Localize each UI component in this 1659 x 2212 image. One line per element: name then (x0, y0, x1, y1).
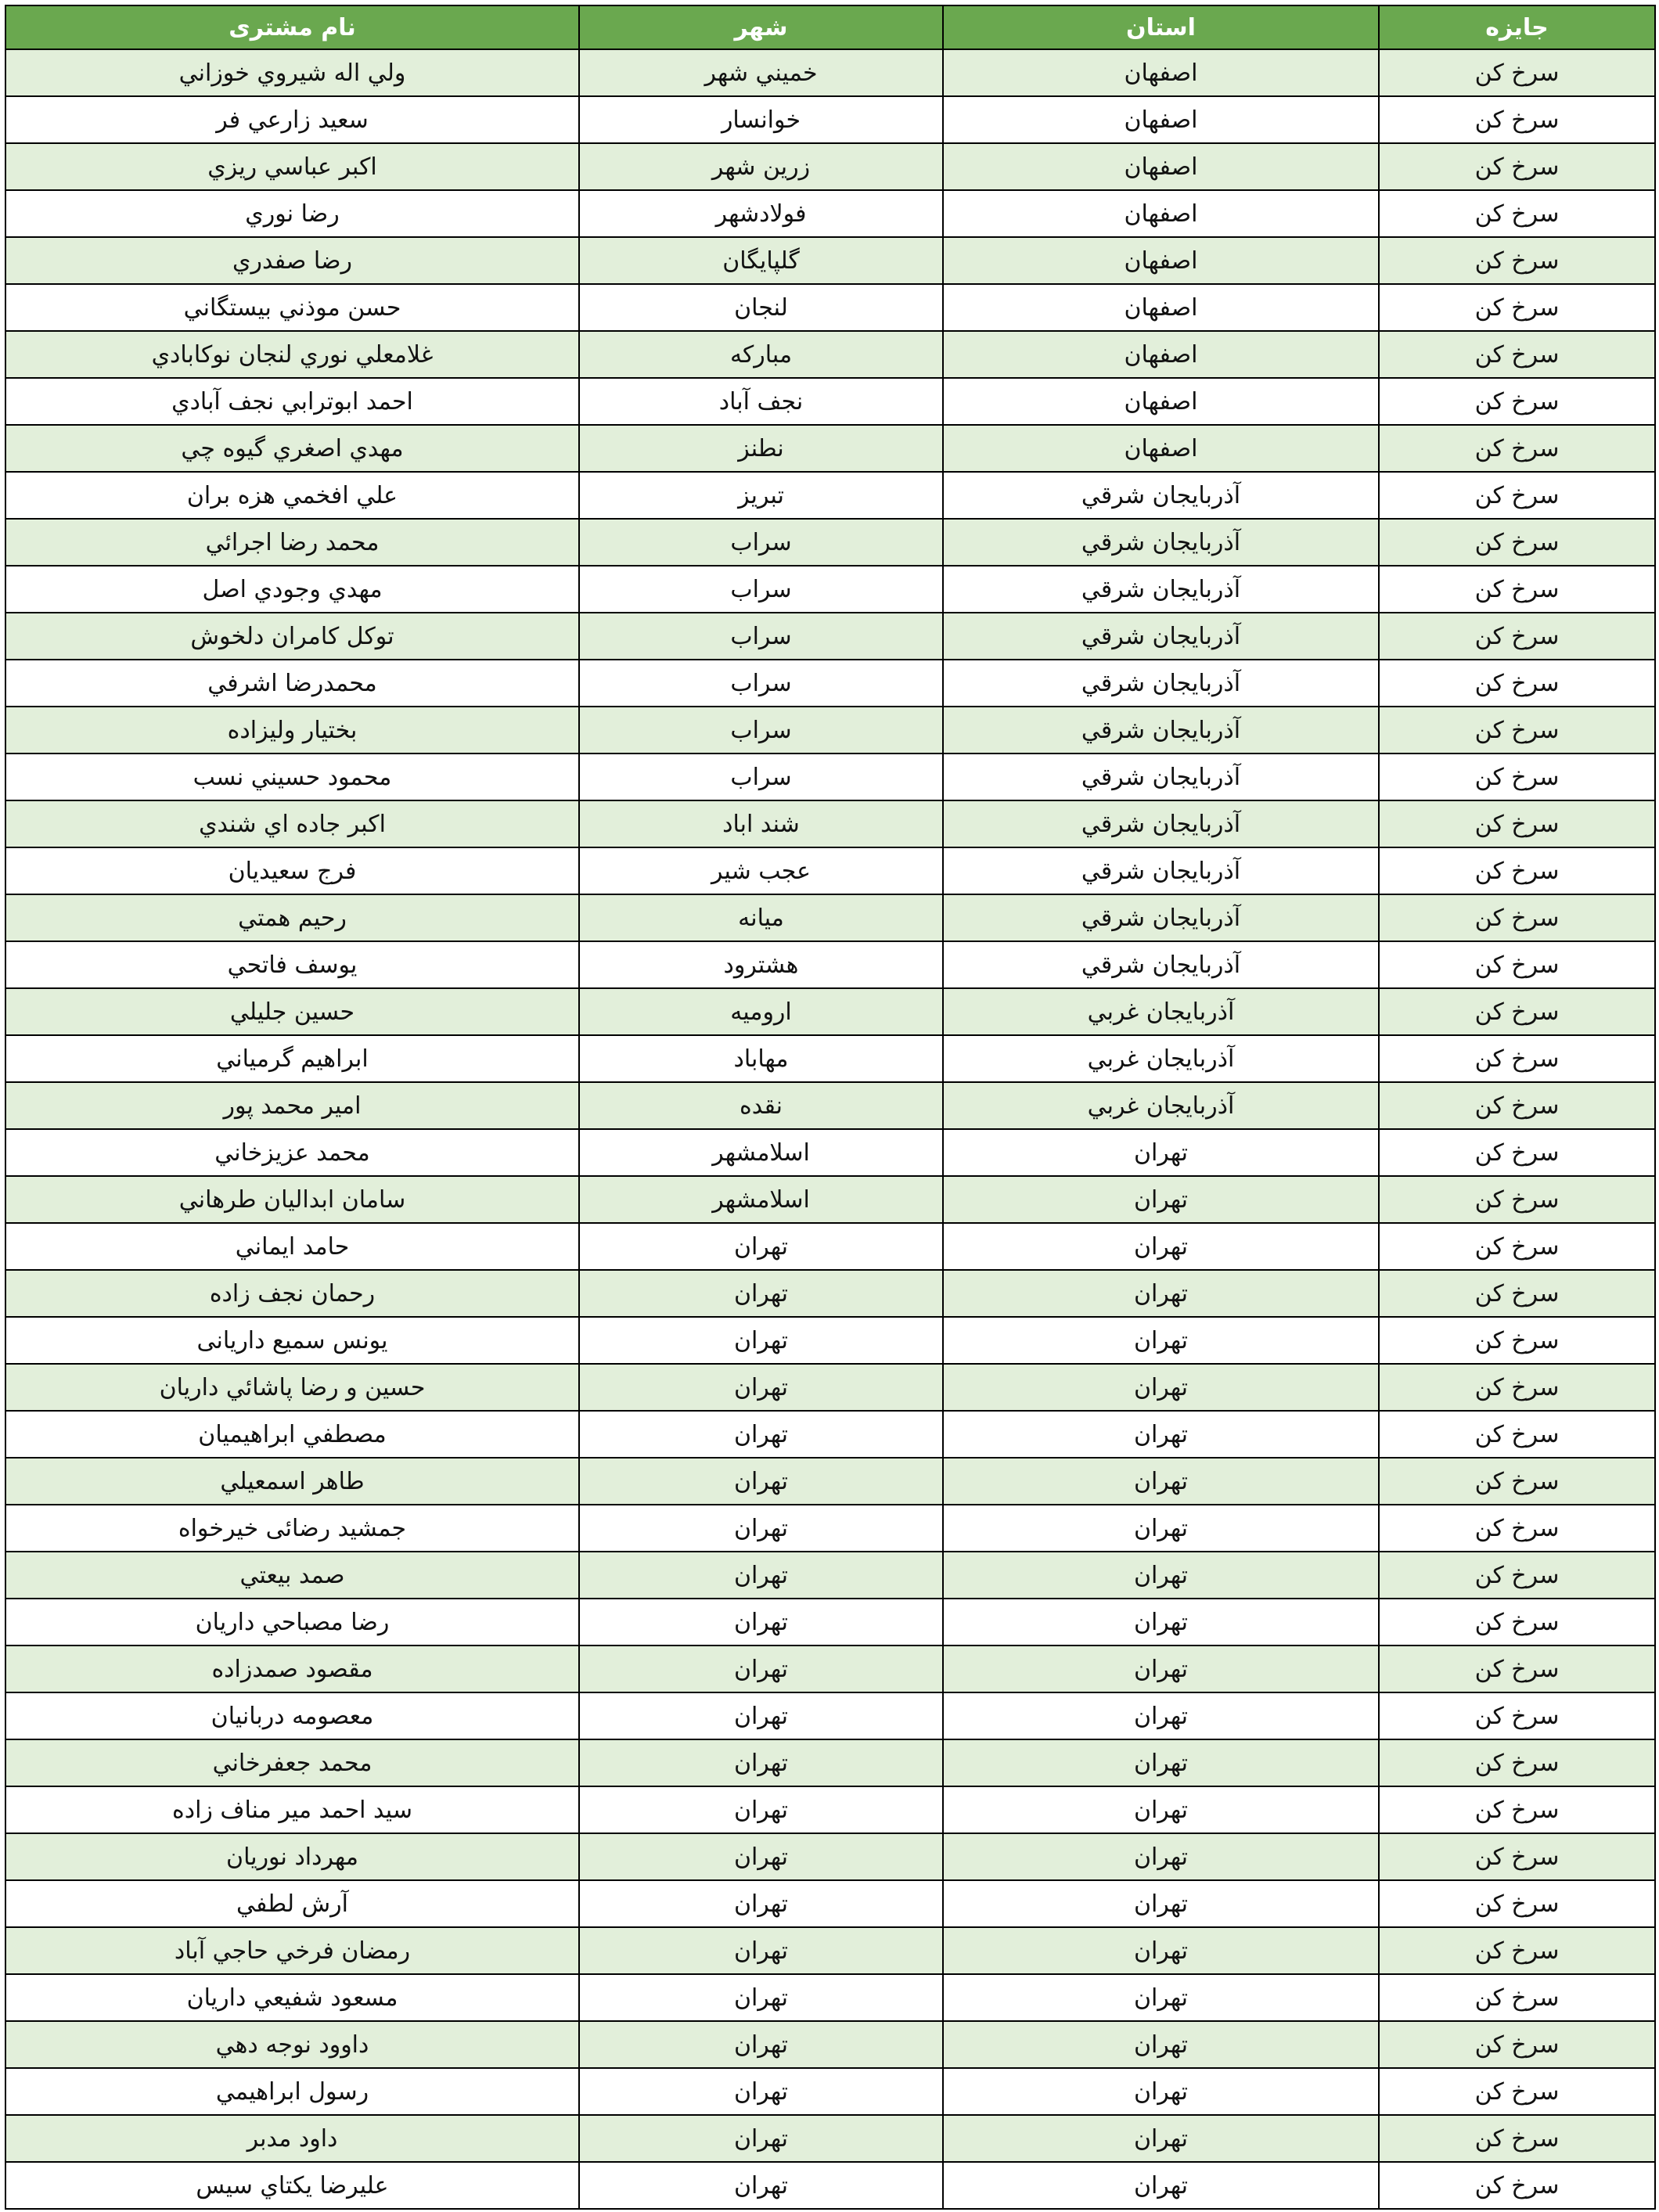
province-cell[interactable]: اصفهان (943, 331, 1379, 378)
table-row (5, 1223, 1655, 1270)
prize-cell[interactable]: سرخ کن (1379, 190, 1655, 237)
customer-name-cell[interactable]: معصومه دربانيان (5, 1692, 579, 1739)
province-cell[interactable]: تهران (943, 1974, 1379, 2021)
city-cell[interactable]: تهران (579, 1927, 943, 1974)
province-cell[interactable]: تهران (943, 2162, 1379, 2209)
province-cell[interactable]: آذربايجان شرقي (943, 941, 1379, 988)
province-cell[interactable]: تهران (943, 1411, 1379, 1458)
province-cell[interactable]: اصفهان (943, 143, 1379, 190)
prize-cell[interactable]: سرخ کن (1379, 1833, 1655, 1880)
prize-cell[interactable]: سرخ کن (1379, 1129, 1655, 1176)
table-row (5, 378, 1655, 425)
customer-name-cell[interactable]: سامان ابداليان طرهاني (5, 1176, 579, 1223)
prize-cell[interactable]: سرخ کن (1379, 49, 1655, 96)
city-cell[interactable]: تهران (579, 1739, 943, 1786)
city-cell[interactable]: عجب شير (579, 847, 943, 894)
city-cell[interactable]: تهران (579, 1833, 943, 1880)
customer-name-cell[interactable]: رضا صفدري (5, 237, 579, 284)
table-row (5, 1927, 1655, 1974)
customer-name-cell[interactable]: غلامعلي نوري لنجان نوكابادي (5, 331, 579, 378)
province-cell[interactable]: اصفهان (943, 49, 1379, 96)
city-cell[interactable]: تهران (579, 2115, 943, 2162)
province-cell[interactable]: تهران (943, 1223, 1379, 1270)
header-city[interactable]: شهر (579, 5, 943, 49)
prize-cell[interactable]: سرخ کن (1379, 2162, 1655, 2209)
table-row (5, 1880, 1655, 1927)
city-cell[interactable]: تهران (579, 1880, 943, 1927)
province-cell[interactable]: تهران (943, 1129, 1379, 1176)
prize-cell[interactable]: سرخ کن (1379, 2068, 1655, 2115)
province-cell[interactable]: آذربايجان شرقي (943, 754, 1379, 800)
table-row (5, 1035, 1655, 1082)
table-row (5, 2115, 1655, 2162)
prize-cell[interactable]: سرخ کن (1379, 1270, 1655, 1317)
prize-cell[interactable]: سرخ کن (1379, 660, 1655, 707)
table-row (5, 96, 1655, 143)
table-row (5, 1552, 1655, 1599)
customer-name-cell[interactable]: ابراهيم گرمياني (5, 1035, 579, 1082)
province-cell[interactable]: تهران (943, 1458, 1379, 1505)
city-cell[interactable]: تهران (579, 1599, 943, 1646)
province-cell[interactable]: آذربايجان شرقي (943, 800, 1379, 847)
customer-name-cell[interactable]: حسين جليلي (5, 988, 579, 1035)
table-row (5, 284, 1655, 331)
table-row (5, 1505, 1655, 1552)
prize-cell[interactable]: سرخ کن (1379, 1552, 1655, 1599)
customer-name-cell[interactable]: رحمان نجف زاده (5, 1270, 579, 1317)
table-row (5, 425, 1655, 472)
prize-cell[interactable]: سرخ کن (1379, 143, 1655, 190)
customer-name-cell[interactable]: محمد رضا اجرائي (5, 519, 579, 566)
prize-cell[interactable]: سرخ کن (1379, 1786, 1655, 1833)
table-row (5, 988, 1655, 1035)
customer-name-cell[interactable]: رسول ابراهيمي (5, 2068, 579, 2115)
city-cell[interactable]: زرين شهر (579, 143, 943, 190)
province-cell[interactable]: آذربايجان غربي (943, 1082, 1379, 1129)
prize-cell[interactable]: سرخ کن (1379, 754, 1655, 800)
customer-name-cell[interactable]: مقصود صمدزاده (5, 1646, 579, 1692)
province-cell[interactable]: آذربايجان شرقي (943, 613, 1379, 660)
header-customer-name[interactable]: نام مشتری (5, 5, 579, 49)
city-cell[interactable]: تهران (579, 2021, 943, 2068)
province-cell[interactable]: تهران (943, 1552, 1379, 1599)
province-cell[interactable]: تهران (943, 1317, 1379, 1364)
table-row (5, 1317, 1655, 1364)
table-row (5, 1974, 1655, 2021)
prize-cell[interactable]: سرخ کن (1379, 800, 1655, 847)
city-cell[interactable]: گلپايگان (579, 237, 943, 284)
table-row (5, 1082, 1655, 1129)
table-row (5, 1129, 1655, 1176)
table-row (5, 143, 1655, 190)
customer-name-cell[interactable]: مهدي اصغري گيوه چي (5, 425, 579, 472)
city-cell[interactable]: تهران (579, 1505, 943, 1552)
province-cell[interactable]: آذربايجان شرقي (943, 566, 1379, 613)
prize-cell[interactable]: سرخ کن (1379, 425, 1655, 472)
city-cell[interactable]: تهران (579, 1317, 943, 1364)
customer-name-cell[interactable]: یونس سمیع داریانی (5, 1317, 579, 1364)
province-cell[interactable]: آذربايجان شرقي (943, 519, 1379, 566)
table-row (5, 2068, 1655, 2115)
table-row (5, 1833, 1655, 1880)
table-row (5, 49, 1655, 96)
customer-name-cell[interactable]: طاهر اسمعيلي (5, 1458, 579, 1505)
customer-name-cell[interactable]: بختيار وليزاده (5, 707, 579, 754)
table-row (5, 2162, 1655, 2209)
city-cell[interactable]: نقده (579, 1082, 943, 1129)
province-cell[interactable]: تهران (943, 1599, 1379, 1646)
customer-name-cell[interactable]: احمد ابوترابي نجف آبادي (5, 378, 579, 425)
city-cell[interactable]: سراب (579, 566, 943, 613)
province-cell[interactable]: اصفهان (943, 96, 1379, 143)
customer-name-cell[interactable]: سعيد زارعي فر (5, 96, 579, 143)
province-cell[interactable]: تهران (943, 1927, 1379, 1974)
customer-name-cell[interactable]: حامد ايماني (5, 1223, 579, 1270)
prize-cell[interactable]: سرخ کن (1379, 472, 1655, 519)
table-row (5, 1270, 1655, 1317)
table-row (5, 800, 1655, 847)
province-cell[interactable]: آذربايجان شرقي (943, 894, 1379, 941)
city-cell[interactable]: نجف آباد (579, 378, 943, 425)
table-row (5, 566, 1655, 613)
prize-cell[interactable]: سرخ کن (1379, 1739, 1655, 1786)
province-cell[interactable]: آذربايجان شرقي (943, 847, 1379, 894)
province-cell[interactable]: اصفهان (943, 237, 1379, 284)
customer-name-cell[interactable]: مصطفي ابراهيميان (5, 1411, 579, 1458)
prize-cell[interactable]: سرخ کن (1379, 237, 1655, 284)
prize-cell[interactable]: سرخ کن (1379, 941, 1655, 988)
customer-name-cell[interactable]: آرش لطفي (5, 1880, 579, 1927)
prize-cell[interactable]: سرخ کن (1379, 1176, 1655, 1223)
customer-name-cell[interactable]: حسين و رضا پاشائي داريان (5, 1364, 579, 1411)
customer-name-cell[interactable]: رضا نوري (5, 190, 579, 237)
prize-cell[interactable]: سرخ کن (1379, 613, 1655, 660)
prize-cell[interactable]: سرخ کن (1379, 519, 1655, 566)
city-cell[interactable]: تهران (579, 1552, 943, 1599)
customer-name-cell[interactable]: مهدي وجودي اصل (5, 566, 579, 613)
prize-cell[interactable]: سرخ کن (1379, 1927, 1655, 1974)
city-cell[interactable]: خميني شهر (579, 49, 943, 96)
prize-cell[interactable]: سرخ کن (1379, 707, 1655, 754)
table-row (5, 1786, 1655, 1833)
province-cell[interactable]: تهران (943, 2068, 1379, 2115)
header-province[interactable]: استان (943, 5, 1379, 49)
city-cell[interactable]: تهران (579, 2068, 943, 2115)
city-cell[interactable]: تهران (579, 1646, 943, 1692)
city-cell[interactable]: سراب (579, 754, 943, 800)
city-cell[interactable]: تهران (579, 1270, 943, 1317)
table-row (5, 190, 1655, 237)
customer-name-cell[interactable]: جمشيد رضائی خيرخواه (5, 1505, 579, 1552)
table-row (5, 1364, 1655, 1411)
header-prize[interactable]: جایزه (1379, 5, 1655, 49)
province-cell[interactable]: آذربايجان غربي (943, 988, 1379, 1035)
prize-cell[interactable]: سرخ کن (1379, 847, 1655, 894)
customer-name-cell[interactable]: صمد بيعتي (5, 1552, 579, 1599)
province-cell[interactable]: آذربايجان غربي (943, 1035, 1379, 1082)
province-cell[interactable]: آذربايجان شرقي (943, 707, 1379, 754)
customer-name-cell[interactable]: محمود حسيني نسب (5, 754, 579, 800)
province-cell[interactable]: اصفهان (943, 284, 1379, 331)
city-cell[interactable]: سراب (579, 613, 943, 660)
customer-name-cell[interactable]: عليرضا يكتاي سيس (5, 2162, 579, 2209)
customer-name-cell[interactable]: رمضان فرخي حاجي آباد (5, 1927, 579, 1974)
prize-cell[interactable]: سرخ کن (1379, 1411, 1655, 1458)
province-cell[interactable]: تهران (943, 1505, 1379, 1552)
province-cell[interactable]: تهران (943, 1786, 1379, 1833)
prize-cell[interactable]: سرخ کن (1379, 1974, 1655, 2021)
city-cell[interactable]: لنجان (579, 284, 943, 331)
city-cell[interactable]: هشترود (579, 941, 943, 988)
prize-cell[interactable]: سرخ کن (1379, 1317, 1655, 1364)
customer-name-cell[interactable]: حسن موذني بيستگاني (5, 284, 579, 331)
table-row (5, 941, 1655, 988)
table-row (5, 707, 1655, 754)
table-row (5, 754, 1655, 800)
prize-cell[interactable]: سرخ کن (1379, 2021, 1655, 2068)
table-row (5, 1411, 1655, 1458)
customer-name-cell[interactable]: سيد احمد مير مناف زاده (5, 1786, 579, 1833)
city-cell[interactable]: فولادشهر (579, 190, 943, 237)
prize-cell[interactable]: سرخ کن (1379, 1223, 1655, 1270)
city-cell[interactable]: تبريز (579, 472, 943, 519)
prize-cell[interactable]: سرخ کن (1379, 2115, 1655, 2162)
city-cell[interactable]: اروميه (579, 988, 943, 1035)
city-cell[interactable]: ميانه (579, 894, 943, 941)
table-row (5, 1176, 1655, 1223)
customer-name-cell[interactable]: مسعود شفيعي داريان (5, 1974, 579, 2021)
header-row (5, 5, 1655, 49)
city-cell[interactable]: نطنز (579, 425, 943, 472)
customer-name-cell[interactable]: داود مدبر (5, 2115, 579, 2162)
province-cell[interactable]: تهران (943, 2115, 1379, 2162)
customer-name-cell[interactable]: مهرداد نوريان (5, 1833, 579, 1880)
province-cell[interactable]: تهران (943, 1739, 1379, 1786)
table-row (5, 2021, 1655, 2068)
province-cell[interactable]: تهران (943, 2021, 1379, 2068)
city-cell[interactable]: اسلامشهر (579, 1129, 943, 1176)
table-row (5, 519, 1655, 566)
province-cell[interactable]: آذربايجان شرقي (943, 472, 1379, 519)
province-cell[interactable]: تهران (943, 1270, 1379, 1317)
city-cell[interactable]: سراب (579, 707, 943, 754)
city-cell[interactable]: تهران (579, 1786, 943, 1833)
city-cell[interactable]: مهاباد (579, 1035, 943, 1082)
table-row (5, 1458, 1655, 1505)
customer-name-cell[interactable]: علي افخمي هزه بران (5, 472, 579, 519)
prize-cell[interactable]: سرخ کن (1379, 1458, 1655, 1505)
table-row (5, 1599, 1655, 1646)
customer-name-cell[interactable]: ولي اله شيروي خوزاني (5, 49, 579, 96)
province-cell[interactable]: تهران (943, 1833, 1379, 1880)
prize-cell[interactable]: سرخ کن (1379, 1505, 1655, 1552)
province-cell[interactable]: اصفهان (943, 190, 1379, 237)
customer-name-cell[interactable]: اكبر عباسي ريزي (5, 143, 579, 190)
province-cell[interactable]: تهران (943, 1646, 1379, 1692)
prize-cell[interactable]: سرخ کن (1379, 284, 1655, 331)
table-row (5, 331, 1655, 378)
prize-cell[interactable]: سرخ کن (1379, 1599, 1655, 1646)
city-cell[interactable]: تهران (579, 2162, 943, 2209)
city-cell[interactable]: خوانسار (579, 96, 943, 143)
table-row (5, 472, 1655, 519)
prize-cell[interactable]: سرخ کن (1379, 96, 1655, 143)
prize-cell[interactable]: سرخ کن (1379, 1035, 1655, 1082)
customer-name-cell[interactable]: اكبر جاده اي شندي (5, 800, 579, 847)
customer-name-cell[interactable]: توكل كامران دلخوش (5, 613, 579, 660)
city-cell[interactable]: تهران (579, 1223, 943, 1270)
city-cell[interactable]: سراب (579, 519, 943, 566)
prize-cell[interactable]: سرخ کن (1379, 331, 1655, 378)
city-cell[interactable]: تهران (579, 1692, 943, 1739)
city-cell[interactable]: تهران (579, 1364, 943, 1411)
province-cell[interactable]: آذربايجان شرقي (943, 660, 1379, 707)
customer-name-cell[interactable]: فرج سعيديان (5, 847, 579, 894)
city-cell[interactable]: تهران (579, 1411, 943, 1458)
province-cell[interactable]: تهران (943, 1176, 1379, 1223)
customer-name-cell[interactable]: امير محمد پور (5, 1082, 579, 1129)
table-row (5, 847, 1655, 894)
table-row (5, 894, 1655, 941)
table-row (5, 1646, 1655, 1692)
winners-table (5, 5, 1656, 2210)
table-row (5, 1692, 1655, 1739)
customer-name-cell[interactable]: محمدرضا اشرفي (5, 660, 579, 707)
table-row (5, 237, 1655, 284)
province-cell[interactable]: اصفهان (943, 378, 1379, 425)
city-cell[interactable]: تهران (579, 1458, 943, 1505)
prize-cell[interactable]: سرخ کن (1379, 1082, 1655, 1129)
customer-name-cell[interactable]: داوود نوجه دهي (5, 2021, 579, 2068)
table-row (5, 660, 1655, 707)
province-cell[interactable]: تهران (943, 1692, 1379, 1739)
prize-cell[interactable]: سرخ کن (1379, 566, 1655, 613)
table-row (5, 1739, 1655, 1786)
table-row (5, 613, 1655, 660)
city-cell[interactable]: تهران (579, 1974, 943, 2021)
prize-cell[interactable]: سرخ کن (1379, 1692, 1655, 1739)
customer-name-cell[interactable]: رضا مصباحي داريان (5, 1599, 579, 1646)
table-body (5, 49, 1655, 2209)
customer-name-cell[interactable]: محمد جعفرخاني (5, 1739, 579, 1786)
province-cell[interactable]: تهران (943, 1364, 1379, 1411)
city-cell[interactable]: شند اباد (579, 800, 943, 847)
prize-cell[interactable]: سرخ کن (1379, 894, 1655, 941)
city-cell[interactable]: مباركه (579, 331, 943, 378)
prize-cell[interactable]: سرخ کن (1379, 1646, 1655, 1692)
city-cell[interactable]: اسلامشهر (579, 1176, 943, 1223)
prize-cell[interactable]: سرخ کن (1379, 988, 1655, 1035)
customer-name-cell[interactable]: يوسف فاتحي (5, 941, 579, 988)
customer-name-cell[interactable]: محمد عزيزخاني (5, 1129, 579, 1176)
city-cell[interactable]: سراب (579, 660, 943, 707)
customer-name-cell[interactable]: رحيم همتي (5, 894, 579, 941)
province-cell[interactable]: تهران (943, 1880, 1379, 1927)
prize-cell[interactable]: سرخ کن (1379, 378, 1655, 425)
province-cell[interactable]: اصفهان (943, 425, 1379, 472)
prize-cell[interactable]: سرخ کن (1379, 1364, 1655, 1411)
prize-cell[interactable]: سرخ کن (1379, 1880, 1655, 1927)
